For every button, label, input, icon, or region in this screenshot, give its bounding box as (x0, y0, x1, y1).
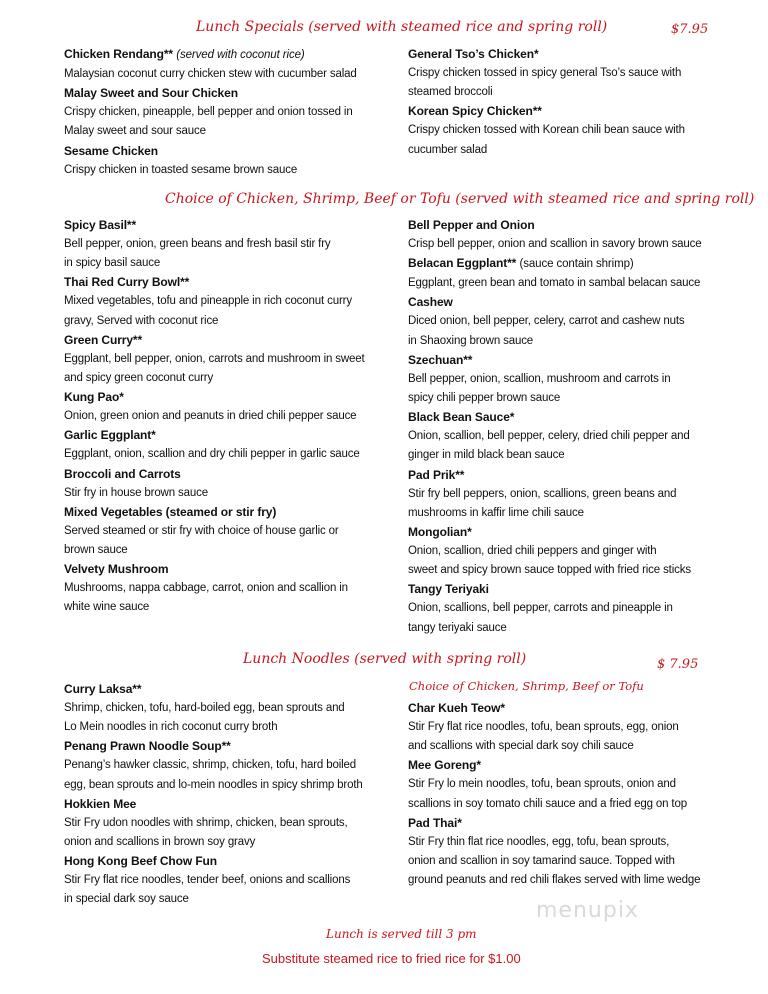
lunch-noodles-subtitle: Choice of Chicken, Shrimp, Beef or Tofu (409, 679, 644, 693)
choice-section-title: Choice of Chicken, Shrimp, Beef or Tofu (served with steamed rice and spring roll) (165, 191, 755, 207)
menu-item-description (408, 599, 753, 637)
menu-item-description-line: Penang’s hawker classic, shrimp, chicken, tofu, hard boiled (64, 759, 357, 772)
lunch-noodles-title: Lunch Noodles (served with spring roll) (243, 651, 527, 667)
menu-item-description (64, 161, 409, 180)
menu-item (64, 795, 409, 852)
menu-item-name (408, 45, 753, 64)
menu-item-description-line: Bell pepper, onion, green beans and fresh basil stir fry (64, 238, 331, 250)
menu-item (408, 254, 753, 293)
substitute-note: Substitute steamed rice to fried rice for $1.00 (262, 951, 521, 966)
menu-item-description-line: onion and scallions in brown soy gravy (64, 836, 256, 849)
menu-item-description-line: brown sauce (64, 544, 128, 557)
menu-item-title: Bell Pepper and Onion (408, 218, 535, 232)
menu-item-description-line: Eggplant, bell pepper, onion, carrots and mushroom in sweet (64, 352, 365, 365)
menu-item (64, 852, 409, 909)
menu-item-description (64, 445, 409, 464)
menu-item-name (64, 426, 409, 445)
menu-item-description-line: steamed broccoli (408, 86, 493, 99)
menu-item-description-line: Eggplant, onion, scallion and dry chili pepper in garlic sauce (64, 448, 360, 461)
menu-item-description-line: Stir Fry thin flat rice noodles, egg, tofu, bean sprouts, (408, 835, 670, 848)
menu-item-name (408, 102, 753, 121)
menu-item-description-line: sweet and spicy brown sauce topped with fried rice sticks (408, 564, 691, 577)
menu-item-title: Green Curry** (64, 332, 143, 347)
menu-item-name (64, 560, 409, 579)
menu-item-description-line: gravy, Served with coconut rice (64, 314, 219, 327)
menu-item-description-line: Malaysian coconut curry chicken stew with cucumber salad (64, 68, 357, 80)
menu-item (64, 737, 409, 794)
menu-item-description (64, 699, 409, 737)
menu-item-name (64, 45, 409, 65)
menu-item-description-line: Diced onion, bell pepper, celery, carrot and cashew nuts (408, 315, 685, 328)
menu-item-name (64, 737, 409, 756)
menu-item (64, 273, 409, 330)
menu-item (64, 142, 409, 180)
menu-item-title: Korean Spicy Chicken** (408, 104, 542, 119)
menu-item (64, 465, 409, 503)
menu-item (408, 293, 753, 350)
menu-item-description-line: egg, bean sprouts and lo-mein noodles in spicy shrimp broth (64, 778, 363, 791)
menu-item (64, 426, 409, 464)
menu-item (64, 45, 409, 84)
menu-item-description (64, 65, 409, 84)
menu-item-title: Cashew (408, 295, 453, 310)
menu-item-description (408, 485, 753, 523)
menu-item (408, 699, 753, 756)
menu-item (408, 814, 753, 891)
menu-item-description-line: cucumber salad (408, 143, 488, 156)
menu-item (64, 503, 409, 560)
menu-item-title: Velvety Mushroom (64, 562, 169, 577)
menu-item-description (408, 775, 753, 813)
menu-item-name (408, 756, 753, 775)
menu-item-description-line: Stir Fry flat rice noodles, tofu, bean sprouts, egg, onion (408, 721, 679, 733)
menupix-watermark: menupix (536, 898, 639, 923)
menu-item-title: Szechuan** (408, 352, 473, 367)
menu-item-description (408, 274, 753, 293)
menu-item-name (64, 852, 409, 871)
menu-item-title: Spicy Basil** (64, 218, 137, 232)
menu-item-title: Hong Kong Beef Chow Fun (64, 854, 218, 869)
menu-item-description-line: Stir Fry lo mein noodles, tofu, bean sprouts, onion and (408, 778, 676, 791)
menu-item-name (64, 503, 409, 522)
menu-item-name (408, 408, 753, 427)
menu-item-description-line: Stir fry in house brown sauce (64, 486, 208, 499)
menu-item-title: Sesame Chicken (64, 143, 158, 158)
menu-item-description-line: Onion, green onion and peanuts in dried chili pepper sauce (64, 410, 357, 423)
menu-item-description-line: in Shaoxing brown sauce (408, 334, 534, 347)
menu-item-name (408, 523, 753, 542)
menu-item-description (408, 427, 753, 465)
menu-item-description-line: Malay sweet and sour sauce (64, 125, 206, 138)
menu-item-note: (served with coconut rice) (176, 49, 305, 61)
menu-item-description (408, 312, 753, 350)
menu-item-description-line: Stir Fry flat rice noodles, tender beef, onions and scallions (64, 874, 351, 887)
menu-item-description (408, 235, 753, 254)
menu-item-description (408, 370, 753, 408)
menu-item-description (64, 407, 409, 426)
menu-item-description (408, 64, 753, 102)
menu-item-title: Char Kueh Teow* (408, 701, 505, 715)
menu-item-name (64, 331, 409, 350)
menu-item-description-line: ginger in mild black bean sauce (408, 449, 565, 462)
menu-item-name (408, 351, 753, 370)
lunch-noodles-price: $ 7.95 (657, 657, 699, 672)
menu-item (408, 408, 753, 465)
menu-item-name (408, 699, 753, 718)
menu-item-title: Black Bean Sauce* (408, 410, 515, 425)
menu-item-name (64, 273, 409, 292)
menu-item (64, 560, 409, 617)
lunch-specials-title: Lunch Specials (served with steamed rice and spring roll) (196, 19, 608, 35)
menu-item-title: Mee Goreng* (408, 758, 481, 773)
menu-item-name (408, 466, 753, 485)
choice-right-column (408, 216, 753, 638)
menu-item-title: Thai Red Curry Bowl** (64, 275, 190, 290)
menu-item-description-line: Stir Fry udon noodles with shrimp, chicken, bean sprouts, (64, 816, 348, 829)
menu-item (408, 102, 753, 159)
menu-item-title: Belacan Eggplant** (408, 256, 517, 271)
menu-item-note: (sauce contain shrimp) (519, 258, 634, 271)
menu-item-description-line: and scallions with special dark soy chili sauce (408, 740, 634, 753)
menu-item-description-line: Onion, scallion, dried chili peppers and ginger with (408, 545, 657, 558)
menu-item-description (64, 103, 409, 141)
menu-item-description-line: in special dark soy sauce (64, 893, 189, 906)
menu-item-title: Curry Laksa** (64, 682, 142, 696)
noodles-right-column (408, 699, 753, 890)
menu-item-description-line: Onion, scallions, bell pepper, carrots and pineapple in (408, 602, 673, 615)
lunch-time-note: Lunch is served till 3 pm (326, 927, 477, 941)
menu-item (64, 84, 409, 141)
menu-item (64, 216, 409, 273)
lunch-specials-right-column (408, 45, 753, 160)
menu-item-description (408, 542, 753, 580)
menu-item-title: Broccoli and Carrots (64, 466, 181, 481)
menu-item-description (64, 292, 409, 330)
menu-item-description-line: scallions in soy tomato chili sauce and a fried egg on top (408, 797, 687, 810)
menu-item-description-line: Crispy chicken tossed in spicy general Tso’s sauce with (408, 67, 682, 79)
menu-item-name (408, 216, 753, 235)
menu-item-name (64, 142, 409, 161)
menu-item (408, 523, 753, 580)
menu-item-description-line: onion and scallion in soy tamarind sauce. Topped with (408, 855, 675, 868)
menu-item-description-line: Eggplant, green bean and tomato in sambal belacan sauce (408, 277, 701, 290)
lunch-specials-left-column (64, 45, 409, 180)
menu-item-description (408, 718, 753, 756)
menu-item-description-line: mushrooms in kaffir lime chili sauce (408, 506, 584, 519)
menu-item-description-line: Crispy chicken in toasted sesame brown sauce (64, 163, 298, 176)
menu-item-description-line: Shrimp, chicken, tofu, hard-boiled egg, bean sprouts and (64, 702, 345, 714)
lunch-specials-price: $7.95 (671, 22, 709, 37)
menu-item-title: Mongolian* (408, 525, 472, 540)
menu-item-description-line: spicy chili pepper brown sauce (408, 392, 561, 405)
menu-item-name (64, 465, 409, 484)
menu-item (408, 351, 753, 408)
menu-item-name (408, 580, 753, 599)
menu-item-title: Mixed Vegetables (steamed or stir fry) (64, 504, 277, 519)
menu-item (408, 466, 753, 523)
menu-item (64, 388, 409, 426)
menu-item (64, 680, 409, 737)
menu-item-name (64, 795, 409, 814)
menu-item-description-line: Crisp bell pepper, onion and scallion in savory brown sauce (408, 238, 702, 250)
menu-item-description-line: in spicy basil sauce (64, 257, 161, 270)
menu-item (64, 331, 409, 388)
menu-item-name (64, 388, 409, 407)
menu-item-description (64, 579, 409, 617)
menu-item-description (408, 121, 753, 159)
menu-item-description-line: Served steamed or stir fry with choice of house garlic or (64, 524, 339, 537)
menu-item-title: General Tso’s Chicken* (408, 47, 539, 61)
menu-item-description (64, 871, 409, 909)
menu-item-title: Kung Pao* (64, 390, 124, 405)
menu-item-name (64, 216, 409, 235)
choice-left-column (64, 216, 409, 618)
menu-item-description (64, 814, 409, 852)
menu-item-name (64, 680, 409, 699)
menu-item-title: Pad Prik** (408, 467, 465, 482)
menu-item (408, 756, 753, 813)
menu-item-description-line: Mushrooms, nappa cabbage, carrot, onion and scallion in (64, 582, 348, 595)
menu-item-description-line: Mixed vegetables, tofu and pineapple in rich coconut curry (64, 295, 352, 308)
menu-item (408, 216, 753, 254)
menu-item-title: Tangy Teriyaki (408, 582, 489, 597)
menu-item-title: Garlic Eggplant* (64, 428, 156, 443)
menu-item-description-line: Onion, scallion, bell pepper, celery, dried chili pepper and (408, 430, 690, 443)
menu-item-description-line: Bell pepper, onion, scallion, mushroom and carrots in (408, 372, 671, 385)
menu-item-name (408, 293, 753, 312)
menu-item-description (64, 522, 409, 560)
menu-item (408, 45, 753, 102)
noodles-left-column (64, 680, 409, 910)
menu-item-title: Malay Sweet and Sour Chicken (64, 86, 238, 101)
menu-item-name (64, 84, 409, 103)
menu-item-description-line: Stir fry bell peppers, onion, scallions, green beans and (408, 487, 677, 500)
menu-item-name (408, 814, 753, 833)
menu-item-description-line: and spicy green coconut curry (64, 372, 214, 385)
menu-item-description-line: tangy teriyaki sauce (408, 621, 507, 634)
menu-item-description-line: Crispy chicken tossed with Korean chili bean sauce with (408, 124, 685, 137)
menu-item-description-line: Lo Mein noodles in rich coconut curry broth (64, 721, 278, 734)
menu-item-description (64, 235, 409, 273)
menu-item-title: Chicken Rendang** (64, 47, 173, 61)
menu-item-description (64, 484, 409, 503)
menu-item-description-line: ground peanuts and red chili flakes served with lime wedge (408, 874, 701, 887)
menu-item-title: Hokkien Mee (64, 796, 137, 811)
menu-item-description-line: white wine sauce (64, 601, 150, 614)
menu-item-description (64, 350, 409, 388)
menu-item (408, 580, 753, 637)
menu-item-name (408, 254, 753, 274)
menu-item-description (408, 833, 753, 891)
menu-item-title: Pad Thai* (408, 815, 462, 830)
menu-item-description-line: Crispy chicken, pineapple, bell pepper and onion tossed in (64, 106, 353, 119)
menu-item-title: Penang Prawn Noodle Soup** (64, 739, 231, 754)
menu-item-description (64, 756, 409, 794)
